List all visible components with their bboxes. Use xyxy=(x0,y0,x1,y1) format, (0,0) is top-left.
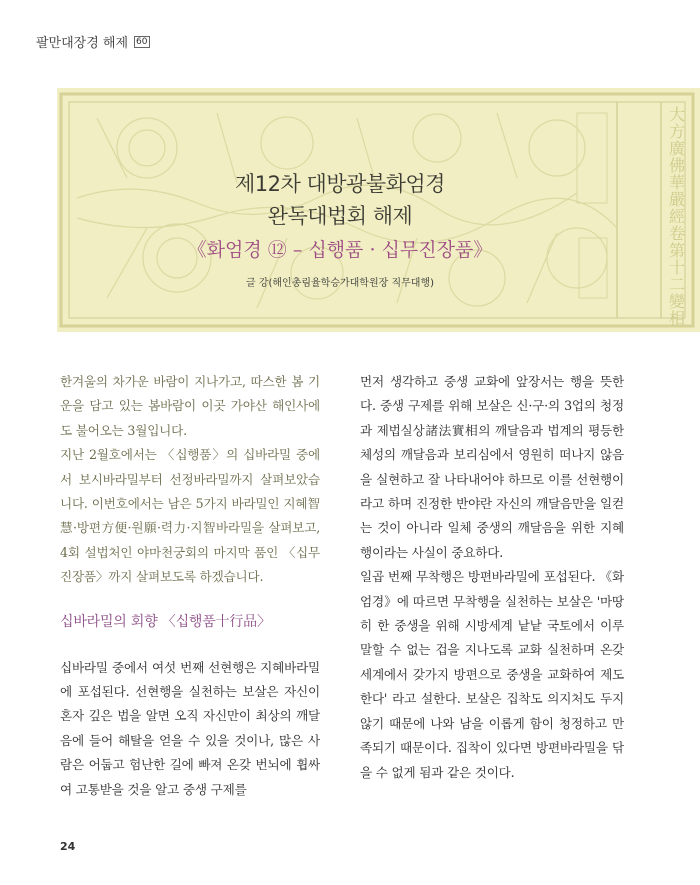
intro-paragraph: 한겨울의 차가운 바람이 지나가고, 따스한 봄 기운을 담고 있는 봄바람이 이곳 가야산 해인사에도 불어오는 3월입니다. xyxy=(60,374,320,438)
subtitle: 《화엄경 ⑫ – 십행품 · 십무진장품》 xyxy=(187,239,493,261)
section-heading: 십바라밀의 회향 〈십행품十行品〉 xyxy=(60,613,271,630)
left-column xyxy=(60,370,320,802)
title-line-1: 제12차 대방광불화엄경 xyxy=(235,172,445,196)
body-paragraph-right-1: 먼저 생각하고 중생 교화에 앞장서는 행을 뜻한다. 중생 구제를 위해 보살은 신·구·의 3업의 청정과 제법실상諸法實相의 깨달음과 법계의 평등한 체성의 깨달음과 보리심에서 영원히 떠나지 않음을 실현하고 잘 나타내어야 하므로 이를 선현행이라고 하며 진정한 반야란 자신의 깨달음만을 일컫는 것이 아니라 일체 중생의 깨달음을 위한 지혜행이라는 사실이 중요하다. xyxy=(360,374,624,560)
page-number: 24 xyxy=(60,840,76,853)
magazine-title: 팔만대장경 해제 xyxy=(36,36,129,51)
vertical-side-text: 大方廣佛華嚴經卷第十二變相 xyxy=(669,105,686,328)
right-column xyxy=(360,370,624,785)
running-header xyxy=(36,32,150,51)
title-line-2: 완독대법회 해제 xyxy=(267,204,413,228)
issue-number-badge: 60 xyxy=(136,36,148,47)
body-paragraph: 십바라밀 중에서 여섯 번째 선현행은 지혜바라밀에 포섭된다. 선현행을 실천하는 보살은 자신이 혼자 깊은 법을 알면 오직 자신만이 최상의 깨달음에 들어 해탈을 얻을 수 있을 것이나, 많은 사람은 어둡고 험난한 길에 빠져 온갖 번뇌에 휩싸여 고통받을 것을 알고 중생 구제를 xyxy=(60,659,320,797)
author-credit: 글 강(해인총림율학승가대학원장 직무대행) xyxy=(245,278,435,289)
article-title-block xyxy=(140,168,540,289)
body-paragraph-right-2: 일곱 번째 무착행은 방편바라밀에 포섭된다. 《화엄경》에 따르면 무착행을 실천하는 보살은 '마땅히 한 중생을 위해 시방세계 낱낱 국토에서 이루 말할 수 없는 겁을 지나도록 교화 실천하며 온갖 세계에서 갖가지 방편으로 중생을 교화하여 제도한다' 라고 설한다. 보살은 집착도 의지처도 두지 않기 때문에 나와 남을 이롭게 함이 청정하고 만족되기 때문이다. 집착이 있다면 방편바라밀을 닦을 수 없게 됨과 같은 것이다. xyxy=(360,569,624,780)
intro-paragraph-2: 지난 2월호에서는 〈십행품〉의 십바라밀 중에서 보시바라밀부터 선정바라밀까지 살펴보았습니다. 이번호에서는 남은 5가지 바라밀인 지혜智慧·방편方便·원願·력力·지智바라밀을 살펴보고, 4회 설법처인 야마천궁회의 마지막 품인 〈십무진장품〉까지 살펴보도록 하겠습니다. xyxy=(60,447,320,585)
